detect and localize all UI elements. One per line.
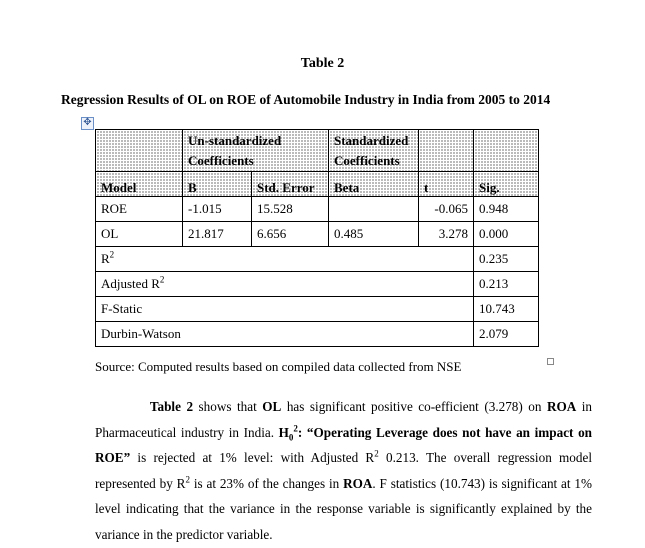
term-roa: ROA [546,399,577,414]
term-roa: ROA [343,475,373,491]
ref-table-2: Table 2 [149,399,194,414]
stat-label [96,297,474,322]
text-run: in [576,399,593,414]
row-model: ROE [96,197,183,222]
header-unstd-line1: Un-standardized [188,133,282,148]
row-sig: 0.000 [474,222,539,247]
stat-value: 0.235 [474,247,539,272]
stat-row [96,247,539,272]
text-run: Pharmaceutical industry in India. [95,424,279,440]
stat-label-sup: 2 [109,249,115,260]
header-blank-sig [474,130,539,172]
table-source-note: Source: Computed results based on compiled data collected from NSE [95,359,462,374]
text-sup: 2 [293,423,298,434]
table-row [96,197,539,222]
header-t: t [419,172,474,197]
hypothesis-label [278,423,592,443]
table-number: Table 2 [300,56,345,71]
paragraph-line [95,496,592,522]
table-header-row-1 [96,130,539,172]
stat-row [96,272,539,297]
header-unstd-line2: Coefficients [188,153,254,168]
row-b: 21.817 [183,222,252,247]
row-b: -1.015 [183,197,252,222]
header-std-error: Std. Error [252,172,329,197]
stat-label-text: F-Static [101,301,143,316]
paragraph-line [95,394,592,420]
text-run: is at 23% of the changes in [189,475,344,491]
stat-label [96,247,474,272]
text-run: is rejected at 1% level: with Adjusted R [130,450,375,466]
regression-table [95,129,539,347]
stat-label-sup: 2 [159,274,165,285]
text-run: level indicating that the variance in the response variable is significantly explained by the [95,501,592,517]
row-std-error: 15.528 [252,197,329,222]
header-std-line2: Coefficients [334,153,400,168]
row-model: OL [96,222,183,247]
table-move-handle-icon[interactable]: ✥ [81,117,94,130]
stat-label-text: Durbin-Watson [101,326,181,341]
text-run: represented by R [95,475,186,491]
hypothesis-text: : “Operating Leverage does not have an impact on [297,424,592,440]
row-t: -0.065 [419,197,474,222]
stat-value: 2.079 [474,322,539,347]
stat-row [96,297,539,322]
text-sup: 2 [374,448,379,459]
paragraph-line [95,420,592,446]
row-t: 3.278 [419,222,474,247]
text-run: 0.213. The overall regression model [378,450,592,466]
header-unstandardized [183,130,329,172]
table-resize-handle-icon[interactable] [547,358,554,365]
paragraph-line [95,445,592,471]
stat-label-text: Adjusted R [101,276,160,291]
stat-label [96,272,474,297]
stat-label [96,322,474,347]
header-beta: Beta [329,172,419,197]
text-run: H [278,424,289,440]
header-b: B [183,172,252,197]
table-title: Regression Results of OL on ROE of Automobile Industry in India from 2005 to 2014 [61,92,551,107]
paragraph-line [95,522,592,548]
text-sup: 2 [185,474,190,485]
header-blank-t [419,130,474,172]
stat-value: 0.213 [474,272,539,297]
row-sig: 0.948 [474,197,539,222]
header-blank-model [96,130,183,172]
stat-row [96,322,539,347]
table-row [96,222,539,247]
stat-label-text: R [101,251,110,266]
text-run: variance in the predictor variable. [95,526,273,542]
hypothesis-text-end: ROE” [95,450,131,466]
stat-value: 10.743 [474,297,539,322]
text-sub: 0 [288,432,294,443]
paragraph-line [95,471,592,497]
term-ol: OL [262,399,282,414]
header-model: Model [96,172,183,197]
row-beta: 0.485 [329,222,419,247]
row-beta [329,197,419,222]
table-header-row-2 [96,172,539,197]
body-paragraph [95,394,592,548]
header-standardized [329,130,419,172]
header-std-line1: Standardized [334,133,409,148]
header-sig: Sig. [474,172,539,197]
text-run: has significant positive co-efficient (3.278) on [281,399,547,414]
text-run: shows that [193,399,263,414]
text-run: . F statistics (10.743) is significant at 1% [372,475,592,491]
row-std-error: 6.656 [252,222,329,247]
